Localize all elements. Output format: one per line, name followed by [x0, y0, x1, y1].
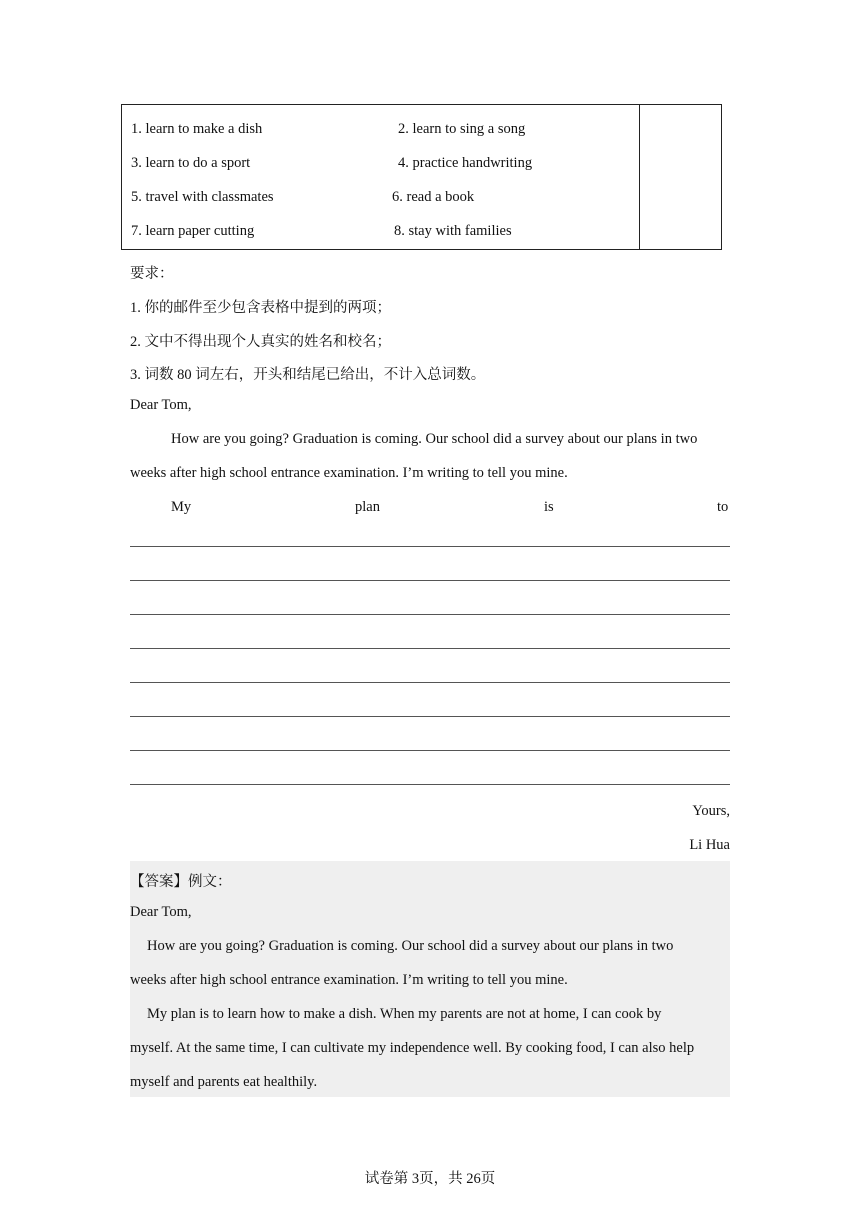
table-cell: 2. learn to sing a song: [398, 121, 526, 137]
answer-line: weeks after high school entrance examination. I’m writing to tell you mine.: [130, 972, 568, 988]
writing-line[interactable]: [130, 750, 730, 751]
table-column-divider: [639, 105, 640, 249]
answer-line: myself and parents eat healthily.: [130, 1074, 318, 1090]
letter-word: is: [544, 499, 554, 515]
table-cell: 5. travel with classmates: [131, 189, 274, 205]
requirement-item: 3. 词数 80 词左右，开头和结尾已给出，不计入总词数。: [130, 367, 486, 383]
letter-greeting: Dear Tom,: [130, 397, 192, 413]
answer-line: myself. At the same time, I can cultivate my independence well. By cooking food, I can also help: [130, 1040, 695, 1056]
answer-line: My plan is to learn how to make a dish. When my parents are not at home, I can cook by: [147, 1006, 662, 1022]
table-cell: 1. learn to make a dish: [131, 121, 263, 137]
letter-word: My: [171, 499, 192, 515]
table-cell: 3. learn to do a sport: [131, 155, 251, 171]
table-cell: 7. learn paper cutting: [131, 223, 255, 239]
letter-word: plan: [355, 499, 380, 515]
writing-line[interactable]: [130, 580, 730, 581]
writing-line[interactable]: [130, 682, 730, 683]
table-cell: 6. read a book: [392, 189, 475, 205]
letter-paragraph-line: weeks after high school entrance examination. I’m writing to tell you mine.: [130, 465, 568, 481]
writing-line[interactable]: [130, 614, 730, 615]
page-footer: 试卷第 3页，共 26页: [364, 1171, 496, 1187]
letter-paragraph-line: How are you going? Graduation is coming. Our school did a survey about our plans in two: [171, 431, 698, 447]
answer-line: How are you going? Graduation is coming. Our school did a survey about our plans in two: [147, 938, 674, 954]
letter-closing: Yours,: [692, 803, 730, 819]
table-cell: 4. practice handwriting: [398, 155, 533, 171]
requirements-heading: 要求：: [130, 266, 174, 282]
writing-line[interactable]: [130, 648, 730, 649]
letter-word: to: [717, 499, 729, 515]
writing-line[interactable]: [130, 546, 730, 547]
writing-line[interactable]: [130, 716, 730, 717]
writing-line[interactable]: [130, 784, 730, 785]
answer-label: 【答案】例文：: [130, 874, 232, 890]
requirement-item: 2. 文中不得出现个人真实的姓名和校名；: [130, 334, 391, 350]
table-cell: 8. stay with families: [394, 223, 512, 239]
plan-options-table: [121, 104, 722, 250]
requirement-item: 1. 你的邮件至少包含表格中提到的两项；: [130, 300, 391, 316]
answer-greeting: Dear Tom,: [130, 904, 192, 920]
letter-signature: Li Hua: [689, 837, 730, 853]
